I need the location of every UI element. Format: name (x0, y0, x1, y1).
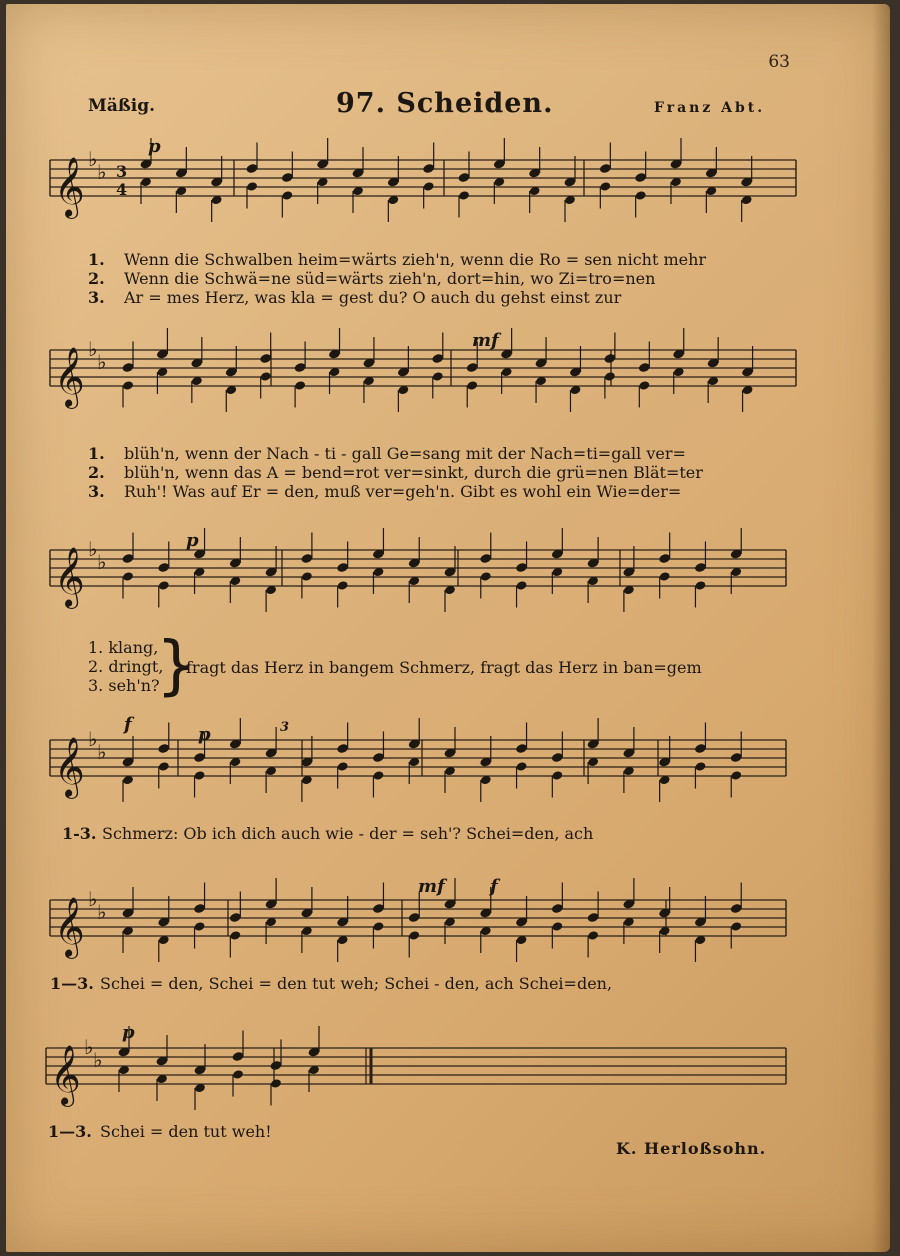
lyric-line: 1—3. Schei = den, Schei = den tut weh; Schei - den, ach Schei=den, (50, 974, 613, 993)
lyrics-system-5 (50, 974, 612, 993)
lyricist: K. Herloßsohn. (616, 1139, 767, 1158)
lyrics-system-3-common: fragt das Herz in bangem Schmerz, fragt das Herz in ban=gem (186, 658, 702, 677)
lyric-line: 1. Wenn die Schwalben heim=wärts zieh'n, wenn die Ro = sen nicht mehr (88, 250, 707, 269)
dynamic-mark: p (186, 530, 199, 551)
triplet-mark: 3 (280, 720, 290, 735)
dynamic-mark: p (198, 724, 211, 745)
music-system-5 (6, 876, 890, 1024)
staff-5 (6, 887, 890, 964)
note-head (122, 571, 134, 582)
note-head (551, 921, 563, 932)
note-head (260, 371, 272, 382)
note-head (408, 930, 420, 941)
flat-icon: ♭ (97, 160, 107, 184)
flat-icon: ♭ (97, 900, 107, 924)
note-head (281, 190, 293, 201)
treble-clef-icon: 𝄞 (54, 157, 85, 217)
note-head (604, 371, 616, 382)
note-head (194, 921, 206, 932)
note-head (466, 380, 478, 391)
lyrics-system-3-verses (88, 638, 163, 695)
page-number: 63 (768, 52, 790, 72)
note-head (270, 1078, 282, 1089)
treble-clef-icon: 𝄞 (54, 347, 85, 407)
treble-clef-icon: 𝄞 (50, 1045, 81, 1105)
note-head (516, 580, 528, 591)
lyric-line: 1-3. Schmerz: Ob ich dich auch wie - der = seh'? Schei=den, ach (62, 824, 594, 843)
flat-icon: ♭ (97, 550, 107, 574)
note-head (301, 571, 313, 582)
lyrics-system-6 (48, 1122, 272, 1141)
staff-4 (6, 727, 890, 804)
lyric-line: 1. blüh'n, wenn der Nach - ti - gall Ge=sang mit der Nach=ti=gall ver= (88, 444, 686, 463)
flat-icon: ♭ (97, 740, 107, 764)
brace: } (156, 629, 197, 703)
note-head (423, 181, 435, 192)
music-system-2 (6, 330, 890, 514)
dynamic-mark: f (124, 714, 132, 735)
flat-icon: ♭ (88, 337, 98, 361)
dynamic-mark: p (122, 1022, 135, 1043)
treble-clef-icon: 𝄞 (54, 897, 85, 957)
flat-icon: ♭ (88, 727, 98, 751)
note-head (372, 921, 384, 932)
note-head (551, 770, 563, 781)
music-system-1 (6, 136, 890, 314)
music-system-3 (6, 530, 890, 714)
note-head (587, 930, 599, 941)
lyrics-system-4 (62, 824, 593, 843)
note-head (480, 571, 492, 582)
note-head (158, 580, 170, 591)
note-head (337, 761, 349, 772)
note-head (246, 181, 258, 192)
composer: Franz Abt. (654, 100, 766, 116)
time-signature: 4 (116, 180, 128, 199)
staff-1 (6, 147, 890, 224)
treble-clef-icon: 𝄞 (54, 737, 85, 797)
music-system-4 (6, 714, 890, 864)
flat-icon: ♭ (88, 537, 98, 561)
note-head (194, 770, 206, 781)
lyric-line: 1—3. Schei = den tut weh! (48, 1122, 272, 1141)
note-head (599, 181, 611, 192)
dynamic-mark: p (148, 136, 161, 157)
note-head (516, 761, 528, 772)
flat-icon: ♭ (88, 147, 98, 171)
dynamic-mark: f (490, 876, 498, 897)
time-signature: 3 (116, 162, 128, 181)
treble-clef-icon: 𝄞 (54, 547, 85, 607)
flat-icon: ♭ (97, 350, 107, 374)
note-head (694, 761, 706, 772)
note-head (730, 770, 742, 781)
lyric-line: 1. klang, (88, 638, 159, 657)
note-head (372, 770, 384, 781)
dynamic-mark: mf (472, 330, 499, 351)
lyric-line: 3. Ar = mes Herz, was kla = gest du? O auch du gehst einst zur (88, 288, 622, 307)
note-head (635, 190, 647, 201)
note-head (432, 371, 444, 382)
lyric-line: 2. dringt, (88, 657, 164, 676)
staff-3 (6, 537, 890, 614)
music-system-6 (6, 1022, 890, 1152)
lyric-line: 3. seh'n? (88, 676, 160, 695)
lyrics-system-1 (88, 250, 706, 307)
flat-icon: ♭ (84, 1035, 94, 1059)
lyric-line: 3. Ruh'! Was auf Er = den, muß ver=geh'n. Gibt es wohl ein Wie=der= (88, 482, 682, 501)
lyrics-system-2 (88, 444, 703, 501)
lyric-line: 2. Wenn die Schwä=ne süd=wärts zieh'n, dort=hin, wo Zi=tro=nen (88, 269, 656, 288)
flat-icon: ♭ (93, 1048, 103, 1072)
note-head (638, 380, 650, 391)
note-head (294, 380, 306, 391)
note-head (232, 1069, 244, 1080)
flat-icon: ♭ (88, 887, 98, 911)
note-head (122, 380, 134, 391)
note-head (229, 930, 241, 941)
tempo-marking: Mäßig. (88, 96, 156, 116)
song-page (6, 4, 890, 1252)
lyric-line: 2. blüh'n, wenn das A = bend=rot ver=sinkt, durch die grü=nen Blät=ter (88, 463, 703, 482)
dynamic-mark: mf (418, 876, 445, 897)
note-head (158, 761, 170, 772)
staff-6 (6, 1035, 890, 1112)
note-head (337, 580, 349, 591)
note-head (659, 571, 671, 582)
note-head (458, 190, 470, 201)
song-title: 97. Scheiden. (336, 88, 554, 119)
note-head (730, 921, 742, 932)
note-head (694, 580, 706, 591)
